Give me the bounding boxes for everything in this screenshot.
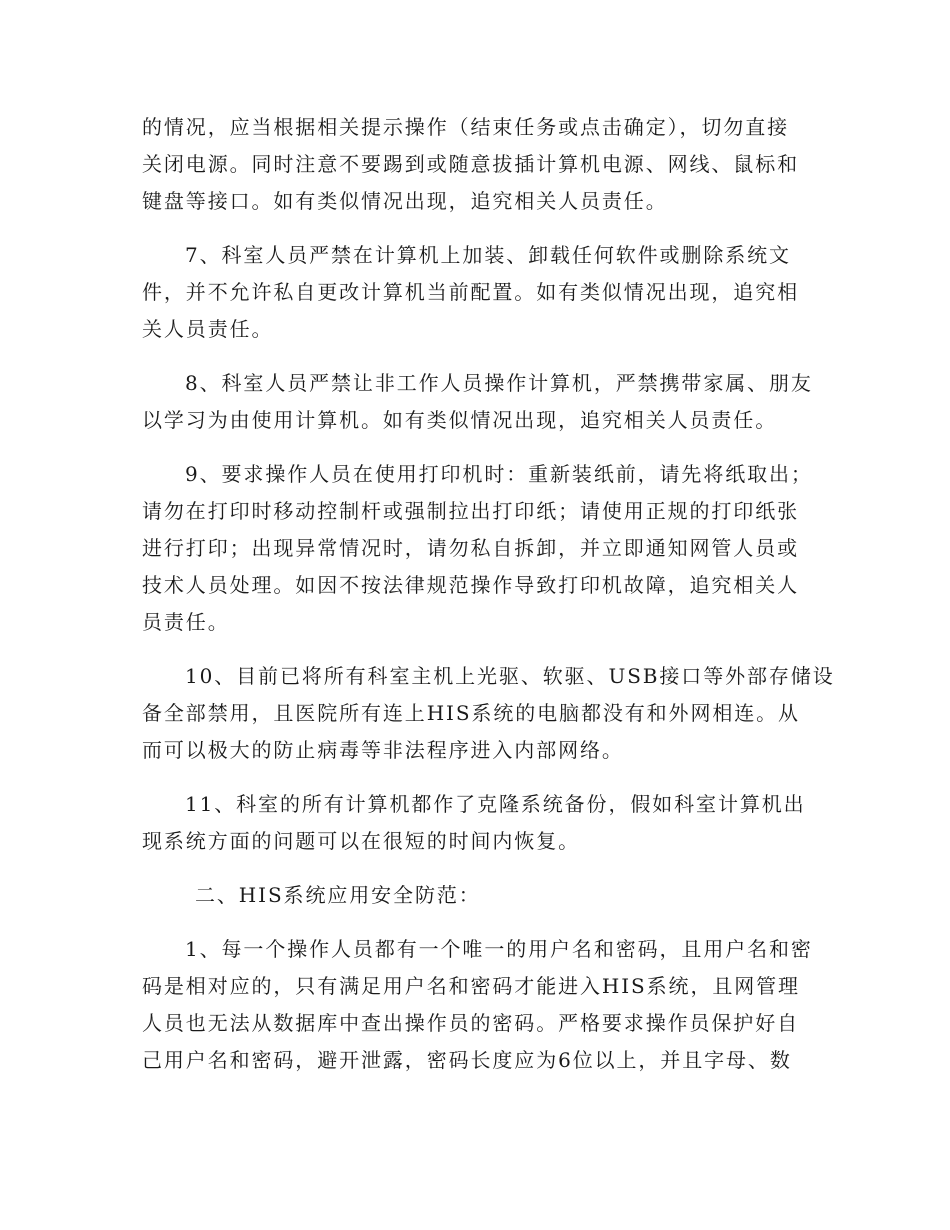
paragraph-line: 11、科室的所有计算机都作了克隆系统备份，假如科室计算机出 <box>185 792 806 816</box>
paragraph-line: 10、目前已将所有科室主机上光驱、软驱、USB接口等外部存储设 <box>185 664 835 688</box>
paragraph-line: 件，并不允许私自更改计算机当前配置。如有类似情况出现，追究相 <box>142 280 799 304</box>
paragraph-line: 7、科室人员严禁在计算机上加装、卸载任何软件或删除系统文 <box>185 243 791 267</box>
paragraph-line: 关人员责任。 <box>142 317 274 341</box>
paragraph-line: 8、科室人员严禁让非工作人员操作计算机，严禁携带家属、朋友 <box>185 371 813 395</box>
paragraph-line: 人员也无法从数据库中查出操作员的密码。严格要求操作员保护好自 <box>142 1011 799 1035</box>
paragraph-line: 码是相对应的，只有满足用户名和密码才能进入HIS系统，且网管理 <box>142 974 800 998</box>
paragraph-line: 现系统方面的问题可以在很短的时间内恢复。 <box>142 829 580 853</box>
paragraph-line: 员责任。 <box>142 610 230 634</box>
section-heading: 二、HIS系统应用安全防范： <box>195 883 481 907</box>
paragraph-line: 关闭电源。同时注意不要踢到或随意拔插计算机电源、网线、鼠标和 <box>142 152 799 176</box>
paragraph-line: 己用户名和密码，避开泄露，密码长度应为6位以上，并且字母、数 <box>142 1048 792 1072</box>
paragraph-line: 的情况，应当根据相关提示操作（结束任务或点击确定），切勿直接 <box>142 115 789 139</box>
paragraph-line: 进行打印；出现异常情况时，请勿私自拆卸，并立即通知网管人员或 <box>142 536 799 560</box>
paragraph-line: 技术人员处理。如因不按法律规范操作导致打印机故障，追究相关人 <box>142 573 799 597</box>
paragraph-line: 键盘等接口。如有类似情况出现，追究相关人员责任。 <box>142 189 668 213</box>
paragraph-line: 请勿在打印时移动控制杆或强制拉出打印纸；请使用正规的打印纸张 <box>142 499 799 523</box>
paragraph-line: 以学习为由使用计算机。如有类似情况出现，追究相关人员责任。 <box>142 408 778 432</box>
paragraph-line: 而可以极大的防止病毒等非法程序进入内部网络。 <box>142 738 624 762</box>
paragraph-line: 备全部禁用，且医院所有连上HIS系统的电脑都没有和外网相连。从 <box>142 701 800 725</box>
paragraph-line: 1、每一个操作人员都有一个唯一的用户名和密码，且用户名和密 <box>185 937 813 961</box>
paragraph-line: 9、要求操作人员在使用打印机时：重新装纸前，请先将纸取出； <box>185 462 813 486</box>
